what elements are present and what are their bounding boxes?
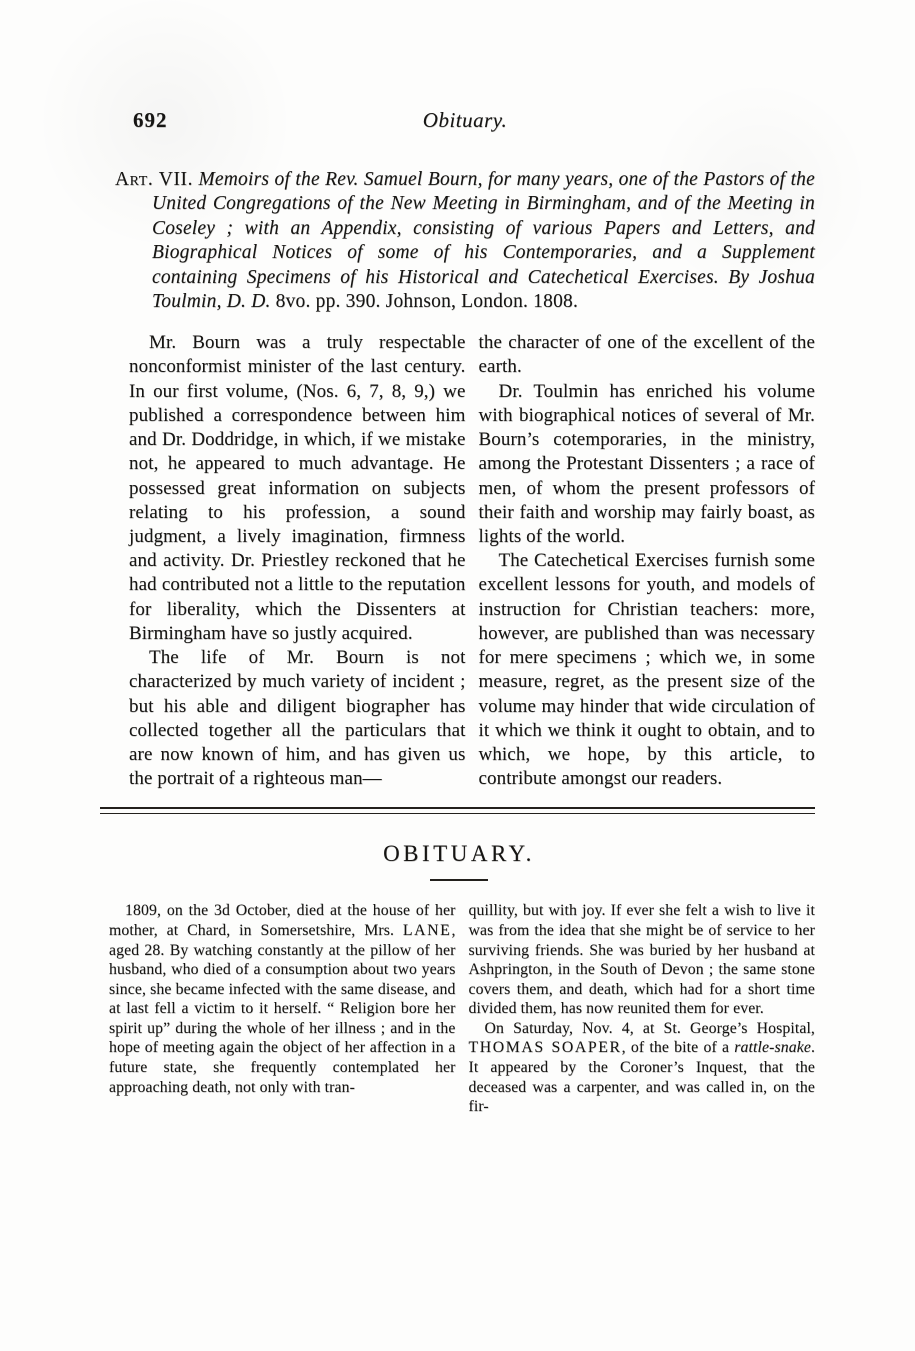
text-segment: Dr. Toulmin has enriched his volume with biographical notices of several of Mr. Bourn’s cotemporaries, in the ministry, among the Protestant Dissenters ; a race of men, of whom the present professors of their faith and worship may fairly boast, as lights of the world. [478, 380, 815, 547]
text-segment: Mr. Bourn was a truly respectable nonconformist minister of the last century. In our first volume, (Nos. 6, 7, 8, 9,) we published a correspondence between him and Dr. Doddridge, in which, if we mistake not, he appeared to much advantage. He possessed great information on subjects relating to his profession, a sound judgment, a lively imagination, firmness and activity. Dr. Priestley reckoned that he had contributed not a little to the reputation for liberality, which the Dissenters at Birmingham have so justly acquired. [129, 332, 466, 644]
paragraph [469, 901, 816, 1018]
text-segment: The Catechetical Exercises furnish some excellent lessons for youth, and models of instruction for Christian teachers: more, however, are published than was necessary for mere specimens ; which we, in some measure, regret, as the present size of the volume may hinder that wide circulation of it which we think it ought to obtain, and to which, we hope, by this article, to contribute amongst our readers. [478, 550, 815, 790]
text-segment: . It appeared by the Coroner’s Inquest, that the deceased was a carpenter, and was called in, on the fir- [468, 1039, 815, 1116]
obituary-title-rule [430, 879, 488, 881]
review-left-column [129, 331, 466, 791]
obituary-columns [109, 901, 815, 1116]
paragraph [469, 1019, 816, 1117]
paragraph [129, 646, 466, 791]
obituary-left-column [109, 901, 456, 1116]
running-head [115, 108, 815, 138]
page-number: 692 [133, 108, 168, 132]
text-segment: Memoirs of the Rev. Samuel Bourn, for many years, one of the Pastors of the United Congregations of the New Meeting in Birmingham, and of the Meeting in Coseley ; with an Appendix, consisting of various Papers and Letters, and Biographical Notices of some of his Contemporaries, and a Supplement containing Specimens of his Historical and Catechetical Exercises. By Joshua Toulmin, D. D. [152, 169, 815, 312]
text-segment: LANE [402, 921, 452, 939]
paragraph [109, 901, 456, 1097]
obituary-section-title: OBITUARY. [383, 841, 535, 867]
paragraph [479, 331, 816, 379]
paragraph [129, 331, 466, 646]
text-segment: The life of Mr. Bourn is not characterized by much variety of incident ; but his able and diligent biographer has collected together all the particulars that are now known of him, and has given us the portrait of a righteous man— [129, 647, 466, 790]
paragraph [479, 549, 816, 791]
text-segment: On Saturday, Nov. 4, at St. George’s Hospital, [484, 1019, 815, 1037]
section-divider-rule [100, 807, 815, 814]
text-segment: 8vo. pp. 390. Johnson, London. 1808. [270, 290, 579, 312]
paragraph [479, 380, 816, 550]
review-right-column [479, 331, 816, 791]
obituary-right-column [469, 901, 816, 1116]
text-segment: the character of one of the excellent of the earth. [478, 332, 815, 378]
text-segment: , of the bite of a [621, 1039, 735, 1057]
text-segment: quillity, but with joy. If ever she felt a wish to live it was from the idea that she might be of service to her surviving friends. She was buried by her husband at Ashprington, in the South of Devon ; the same stone covers them, and death, which had for a short time divided them, has now reunited them for ever. [468, 902, 815, 1018]
text-segment: 1809, on the 3d October, died at the house of her mother, at Chard, in Somersetshire, Mrs. [109, 902, 456, 939]
running-title: Obituary. [422, 108, 508, 132]
text-segment: THOMAS SOAPER [468, 1039, 622, 1057]
review-columns [129, 331, 815, 791]
text-segment: , aged 28. By watching constantly at the pillow of her husband, who died of a consumption about two years since, she became infected with the same disease, and at last fell a victim to it herself. “ Religion bore her spirit up” during the whole of her illness ; and in the hope of meeting again the object of her affection in a future state, she frequently contemplated her approaching death, not only with tran- [109, 921, 456, 1096]
text-segment: rattle-snake [734, 1039, 811, 1057]
article-heading [115, 168, 815, 314]
text-segment: Art. VII. [115, 169, 194, 190]
